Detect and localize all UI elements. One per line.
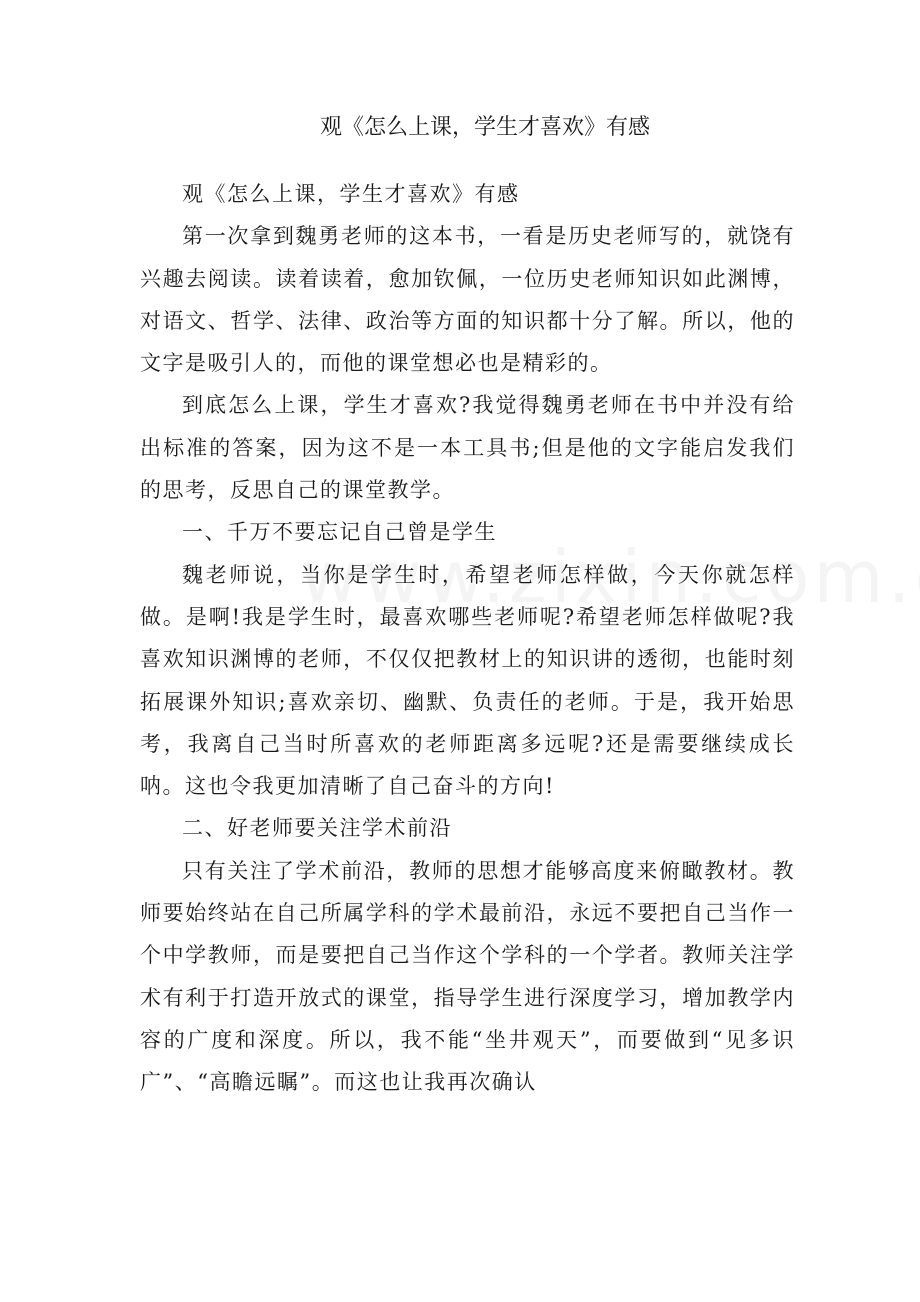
paragraph-intro: 第一次拿到魏勇老师的这本书，一看是历史老师写的，就饶有兴趣去阅读。读着读着，愈加钦佩，一位历史老师知识如此渊博，对语文、哲学、法律、政治等方面的知识都十分了解。所以，他的文字是吸引人的，而他的课堂想必也是精彩的。 [140, 224, 795, 376]
paragraph-heading-repeat: 观《怎么上课，学生才喜欢》有感 [182, 182, 520, 206]
paragraph-section-1: 魏老师说，当你是学生时，希望老师怎样做，今天你就怎样做。是啊!我是学生时，最喜欢哪些老师呢?希望老师怎样做呢?我喜欢知识渊博的老师，不仅仅把教材上的知识讲的透彻，也能时刻拓展课外知识;喜欢亲切、幽默、负责任的老师。于是，我开始思考，我离自己当时所喜欢的老师距离多远呢?还是需要继续成长呐。这也令我更加清晰了自己奋斗的方向! [140, 562, 795, 799]
section-heading-1: 一、千万不要忘记自己曾是学生 [182, 520, 497, 545]
paragraph-section-2: 只有关注了学术前沿，教师的思想才能够高度来俯瞰教材。教师要始终站在自己所属学科的学术最前沿，永远不要把自己当作一个中学教师，而是要把自己当作这个学科的一个学者。教师关注学术有利于打造开放式的课堂，指导学生进行深度学习，增加教学内容的广度和深度。所以，我不能“坐井观天”，而要做到“见多识广”、“高瞻远瞩”。而这也让我再次确认 [140, 858, 795, 1095]
document-body [140, 173, 795, 1104]
section-heading-2: 二、好老师要关注学术前沿 [182, 816, 452, 841]
document-title: 观《怎么上课，学生才喜欢》有感 [319, 115, 650, 140]
paragraph-question: 到底怎么上课，学生才喜欢?我觉得魏勇老师在书中并没有给出标准的答案，因为这不是一本工具书;但是他的文字能启发我们的思考，反思自己的课堂教学。 [140, 393, 795, 503]
